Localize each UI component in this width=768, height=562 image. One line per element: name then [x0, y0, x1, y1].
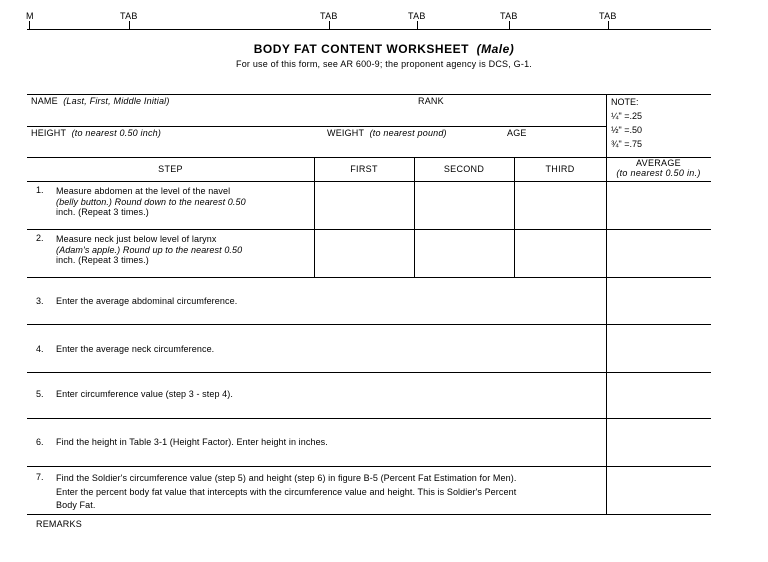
step-7-value-cell[interactable] — [607, 467, 711, 514]
rank-field[interactable] — [418, 96, 444, 106]
weight-field[interactable] — [327, 128, 447, 138]
tab-label: TAB — [408, 11, 426, 21]
step-3-text: Enter the average abdominal circumference. — [56, 296, 238, 306]
note-title: NOTE: — [611, 97, 639, 107]
height-hint: (to nearest 0.50 inch) — [71, 128, 162, 138]
step-3-value-cell[interactable] — [607, 278, 711, 324]
name-label: NAME — [31, 96, 58, 106]
step-6-value-cell[interactable] — [607, 419, 711, 466]
height-label: HEIGHT — [31, 128, 67, 138]
step-number: 2. — [36, 233, 44, 243]
second-column-header: SECOND — [443, 164, 485, 174]
name-field[interactable] — [31, 96, 170, 106]
step-line: Enter the percent body fat value that intercepts with the circumference value and height. This is Soldier's Percent — [56, 486, 517, 497]
step-1-third-cell[interactable] — [515, 182, 606, 229]
rank-label: RANK — [418, 96, 444, 106]
age-field[interactable] — [507, 128, 527, 138]
step-line: inch. (Repeat 3 times.) — [56, 207, 149, 217]
tab-label: TAB — [500, 11, 518, 21]
step-7-text — [56, 472, 516, 513]
age-label: AGE — [507, 128, 527, 138]
tab-label: TAB — [599, 11, 617, 21]
step-line: (belly button.) Round down to the nearest 0.50 — [56, 196, 246, 207]
step-number: 3. — [36, 296, 44, 306]
average-column-header — [606, 158, 711, 178]
average-header-hint: (to nearest 0.50 in.) — [616, 168, 701, 178]
step-number: 4. — [36, 344, 44, 354]
page-title — [0, 42, 768, 56]
height-field[interactable] — [31, 128, 161, 138]
step-line: (Adam's apple.) Round up to the nearest 0.50 — [56, 244, 243, 255]
step-number: 1. — [36, 185, 44, 195]
tab-tick — [129, 21, 130, 29]
step-2-first-cell[interactable] — [315, 230, 414, 277]
form-top-border — [27, 94, 711, 95]
step-1-first-cell[interactable] — [315, 182, 414, 229]
step-2-text — [56, 234, 242, 266]
margin-label: M — [26, 11, 34, 21]
step-4-value-cell[interactable] — [607, 325, 711, 372]
tab-tick — [417, 21, 418, 29]
step-line: Find the Soldier's circumference value (step 5) and height (step 6) in figure B-5 (Percent Fat Estimation for Men). — [56, 473, 517, 483]
step-2-third-cell[interactable] — [515, 230, 606, 277]
remarks-label: REMARKS — [36, 519, 82, 529]
step-6-text: Find the height in Table 3-1 (Height Factor). Enter height in inches. — [56, 437, 328, 447]
step-2-average-cell[interactable] — [607, 230, 711, 277]
note-line: ½" =.50 — [611, 125, 642, 135]
remarks-area[interactable] — [27, 530, 711, 558]
title-main: BODY FAT CONTENT WORKSHEET — [253, 42, 469, 56]
step-line: Body Fat. — [56, 500, 96, 510]
step-line: inch. (Repeat 3 times.) — [56, 255, 149, 265]
step-2-second-cell[interactable] — [415, 230, 514, 277]
step-column-header: STEP — [158, 164, 183, 174]
tab-tick — [329, 21, 330, 29]
fraction-note — [611, 95, 642, 151]
weight-label: WEIGHT — [327, 128, 365, 138]
tab-ruler-line — [27, 29, 711, 30]
step-line: Measure neck just below level of larynx — [56, 234, 217, 244]
tab-label: TAB — [120, 11, 138, 21]
tab-tick — [509, 21, 510, 29]
step-1-average-cell[interactable] — [607, 182, 711, 229]
step-number: 5. — [36, 389, 44, 399]
first-column-header: FIRST — [350, 164, 378, 174]
step-5-text: Enter circumference value (step 3 - step 4). — [56, 389, 233, 399]
step-number: 7. — [36, 472, 44, 482]
weight-hint: (to nearest pound) — [369, 128, 447, 138]
margin-tick — [29, 21, 30, 29]
name-hint: (Last, First, Middle Initial) — [63, 96, 170, 106]
step-line: Measure abdomen at the level of the navel — [56, 186, 231, 196]
step-1-text — [56, 186, 246, 218]
step-5-value-cell[interactable] — [607, 373, 711, 418]
note-line: ¼" =.25 — [611, 111, 642, 121]
name-row-divider — [27, 126, 607, 127]
note-line: ¾" =.75 — [611, 139, 642, 149]
step-4-text: Enter the average neck circumference. — [56, 344, 215, 354]
remarks-divider — [27, 514, 711, 515]
page-subtitle: For use of this form, see AR 600-9; the proponent agency is DCS, G-1. — [236, 59, 532, 69]
third-column-header: THIRD — [545, 164, 575, 174]
average-header-label: AVERAGE — [636, 158, 681, 168]
step-1-second-cell[interactable] — [415, 182, 514, 229]
title-suffix: (Male) — [476, 42, 515, 56]
step-number: 6. — [36, 437, 44, 447]
tab-tick — [608, 21, 609, 29]
tab-label: TAB — [320, 11, 338, 21]
